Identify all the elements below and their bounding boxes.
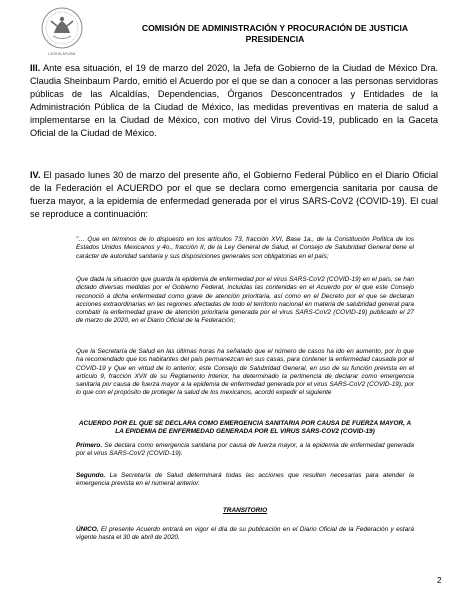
paragraph-iii — [30, 62, 438, 139]
congress-seal-logo — [40, 6, 84, 50]
article-text: La Secretaría de Salud determinará todas las acciones que resulten necesarias para atender la emergencia prevista en el numeral anterior. — [76, 472, 414, 488]
article-segundo — [76, 472, 414, 489]
eagle-seal-icon — [40, 6, 84, 50]
quote-paragraph-2: Que dada la situación que guarda la epidemia de enfermedad por el virus SARS-CoV2 (COVID-19) en el país, se han dictado diversas medidas por el Gobierno Federal, incluidas las contenidas en el Acuerdo por el que este Consejo reconoció a dicha enfermedad como grave de atención prioritaria, así como en el Decreto por el que se declaran acciones extraordinarias en las regiones afectadas de todo el territorio nacional en materia de salubridad general para combatir la enfermedad grave de atención prioritaria generada por el virus SARS-CoV2 (COVID-19) publicado el 27 de marzo de 2020, en el Diario Oficial de la Federación; — [76, 276, 414, 325]
article-text: El presente Acuerdo entrará en vigor el día de su publicación en el Diario Oficial de la Federación y estará vigente hasta el 30 de abril de 2020. — [76, 526, 414, 542]
article-label: ÚNICO. — [76, 526, 99, 533]
paragraph-text: El pasado lunes 30 de marzo del presente año, el Gobierno Federal Público en el Diario Oficial de la Federación el ACUERDO por el que se declara como emergencia sanitaria por causa de fuerza mayor, a la epidemia de enfermedad generada por el virus SARS-CoV2 (COVID-19). El cual se reproduce a continuación: — [30, 170, 438, 219]
header-commission: COMISIÓN DE ADMINISTRACIÓN Y PROCURACIÓN DE JUSTICIA — [141, 23, 409, 33]
article-label: Segundo. — [76, 472, 106, 479]
seal-caption: LEGISLATURA — [48, 52, 76, 56]
paragraph-text: Ante esa situación, el 19 de marzo del 2020, la Jefa de Gobierno de la Ciudad de México Dra. Claudia Sheinbaum Pardo, emitió el Acuerdo por el que se dan a conocer a las personas servidoras públicas de las Alcaldías, Dependencias, Órganos Desconcentrados y Entidades de la Administración Pública de la Ciudad de México, las medidas preventivas en materia de salud a implementarse en la Ciudad de México, con motivo del Virus Covid-19, publicado en la Gaceta Oficial de la Ciudad de México. — [30, 63, 438, 138]
quote-paragraph-3: Que la Secretaría de Salud en las últimas horas ha señalado que el número de casos ha ido en aumento, por lo que ha recomendado que los habitantes del país permanezcan en sus casas, para contener la enfermedad causada por el COVID-19 y Que en virtud de lo anterior, este Consejo de Salubridad General, en uso de su función prevista en el artículo 9, fracción XVII de su Reglamento Interior, ha determinado la pertinencia de declarar como emergencia sanitaria por causa de fuerza mayor a la epidemia de enfermedad generada por el virus SARS-CoV2 (COVID-19), por lo que con el propósito de proteger la salud de los mexicanos, acordó expedir el siguiente — [76, 348, 414, 397]
article-primero — [76, 442, 414, 459]
page-number: 2 — [437, 576, 442, 585]
quote-paragraph-1: "… Que en términos de lo dispuesto en los artículos 73, fracción XVI, Base 1a., de la Constitución Política de los Estados Unidos Mexicanos y 4o., fracción II, de la Ley General de Salud, el Consejo de Salubridad General tiene el carácter de autoridad sanitaria y sus disposiciones generales son obligatorias en el país; — [76, 236, 414, 260]
paragraph-numeral: III. — [30, 63, 41, 73]
article-text: Se declara como emergencia sanitaria por causa de fuerza mayor, a la epidemia de enfermedad generada por el virus SARS-CoV2 (COVID-19). — [76, 442, 414, 458]
paragraph-numeral: IV. — [30, 170, 41, 180]
article-unico — [76, 526, 414, 543]
document-header — [110, 23, 440, 45]
article-label: Primero. — [76, 442, 103, 449]
agreement-title: ACUERDO POR EL QUE SE DECLARA COMO EMERGENCIA SANITARIA POR CAUSA DE FUERZA MAYOR, A LA EPIDEMIA DE ENFERMEDAD GENERADA POR EL VIRUS SARS-COV2 (COVID-19) — [78, 420, 412, 436]
transitorio-heading: TRANSITORIO — [222, 507, 268, 514]
header-presidency: PRESIDENCIA — [245, 34, 305, 44]
paragraph-iv — [30, 169, 438, 221]
